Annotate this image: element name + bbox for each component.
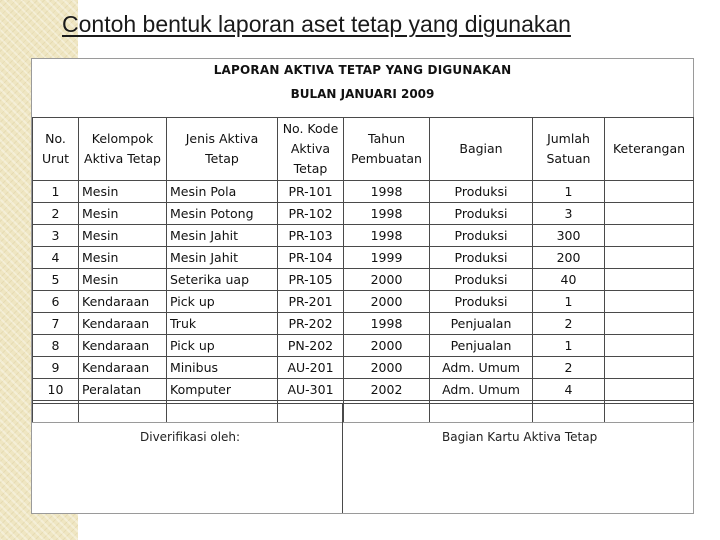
cell-kelompok: Kendaraan [79,291,167,313]
cell-bagian: Adm. Umum [430,379,533,401]
cell-keterangan [605,335,694,357]
cell-kode: PN-202 [278,335,344,357]
table-header-row [33,118,694,181]
cell-jenis: Minibus [167,357,278,379]
cell-bagian: Produksi [430,247,533,269]
cell-no: 2 [33,203,79,225]
cell-kode: PR-104 [278,247,344,269]
cell-jumlah: 2 [533,357,605,379]
cell-kelompok: Kendaraan [79,335,167,357]
table-row [33,335,694,357]
cell-jumlah: 4 [533,379,605,401]
cell-jenis: Mesin Jahit [167,225,278,247]
cell-jumlah: 200 [533,247,605,269]
table-row [33,357,694,379]
table-row [33,181,694,203]
cell-keterangan [605,357,694,379]
cell-jumlah: 1 [533,181,605,203]
cell-jumlah: 3 [533,203,605,225]
cell-kelompok: Mesin [79,181,167,203]
cell-bagian: Adm. Umum [430,357,533,379]
cell-jenis: Pick up [167,335,278,357]
cell-kode: PR-201 [278,291,344,313]
cell-jenis: Pick up [167,291,278,313]
cell-tahun: 1998 [344,313,430,335]
cell-tahun: 1999 [344,247,430,269]
table-row [33,247,694,269]
cell-jumlah: 40 [533,269,605,291]
table-row [33,291,694,313]
col-header-jenis: Jenis Aktiva Tetap [167,118,278,181]
report-header [32,59,693,117]
cell-jenis: Truk [167,313,278,335]
cell-keterangan [605,247,694,269]
verification-box [32,404,343,513]
cell-kode: PR-105 [278,269,344,291]
cell-kelompok: Peralatan [79,379,167,401]
table-row [33,379,694,401]
cell-tahun: 2000 [344,357,430,379]
cell-kelompok: Kendaraan [79,357,167,379]
col-header-tahun: Tahun Pembuatan [344,118,430,181]
col-header-no: No. Urut [33,118,79,181]
cell-kode: PR-202 [278,313,344,335]
report-sheet [31,58,694,514]
cell-kelompok: Mesin [79,269,167,291]
cell-bagian: Penjualan [430,313,533,335]
cell-kode: PR-101 [278,181,344,203]
cell-no: 6 [33,291,79,313]
cell-no: 3 [33,225,79,247]
cell-jenis: Mesin Pola [167,181,278,203]
report-title: LAPORAN AKTIVA TETAP YANG DIGUNAKAN [213,63,512,77]
cell-tahun: 1998 [344,225,430,247]
cell-no: 10 [33,379,79,401]
cell-bagian: Produksi [430,203,533,225]
col-header-jumlah: Jumlah Satuan [533,118,605,181]
cell-bagian: Penjualan [430,335,533,357]
cell-tahun: 2000 [344,269,430,291]
cell-keterangan [605,269,694,291]
cell-keterangan [605,181,694,203]
cell-tahun: 1998 [344,181,430,203]
table-row [33,313,694,335]
cell-jenis: Mesin Jahit [167,247,278,269]
col-header-kode: No. Kode Aktiva Tetap [278,118,344,181]
cell-jenis: Komputer [167,379,278,401]
cell-kelompok: Mesin [79,225,167,247]
cell-keterangan [605,291,694,313]
cell-bagian: Produksi [430,225,533,247]
table-row [33,269,694,291]
cell-kelompok: Mesin [79,247,167,269]
cell-jenis: Mesin Potong [167,203,278,225]
cell-keterangan [605,203,694,225]
asset-table [32,117,694,423]
report-period: BULAN JANUARI 2009 [290,87,435,101]
cell-kelompok: Mesin [79,203,167,225]
cell-kode: AU-201 [278,357,344,379]
card-section-label: Bagian Kartu Aktiva Tetap [442,430,598,444]
cell-jumlah: 300 [533,225,605,247]
cell-jumlah: 1 [533,291,605,313]
cell-jumlah: 1 [533,335,605,357]
cell-no: 1 [33,181,79,203]
cell-kode: PR-102 [278,203,344,225]
cell-no: 9 [33,357,79,379]
cell-keterangan [605,313,694,335]
signature-area [32,403,693,513]
col-header-bagian: Bagian [430,118,533,181]
cell-bagian: Produksi [430,269,533,291]
table-row [33,225,694,247]
col-header-keterangan: Keterangan [605,118,694,181]
cell-no: 4 [33,247,79,269]
cell-tahun: 2000 [344,335,430,357]
cell-no: 8 [33,335,79,357]
cell-tahun: 2002 [344,379,430,401]
cell-kelompok: Kendaraan [79,313,167,335]
cell-no: 5 [33,269,79,291]
cell-jenis: Seterika uap [167,269,278,291]
slide-title: Contoh bentuk laporan aset tetap yang digunakan [62,11,571,37]
cell-keterangan [605,225,694,247]
cell-kode: PR-103 [278,225,344,247]
cell-no: 7 [33,313,79,335]
cell-tahun: 1998 [344,203,430,225]
col-header-kelompok: Kelompok Aktiva Tetap [79,118,167,181]
cell-bagian: Produksi [430,291,533,313]
cell-tahun: 2000 [344,291,430,313]
cell-jumlah: 2 [533,313,605,335]
cell-keterangan [605,379,694,401]
cell-bagian: Produksi [430,181,533,203]
verified-by-label: Diverifikasi oleh: [140,430,241,444]
cell-kode: AU-301 [278,379,344,401]
table-row [33,203,694,225]
